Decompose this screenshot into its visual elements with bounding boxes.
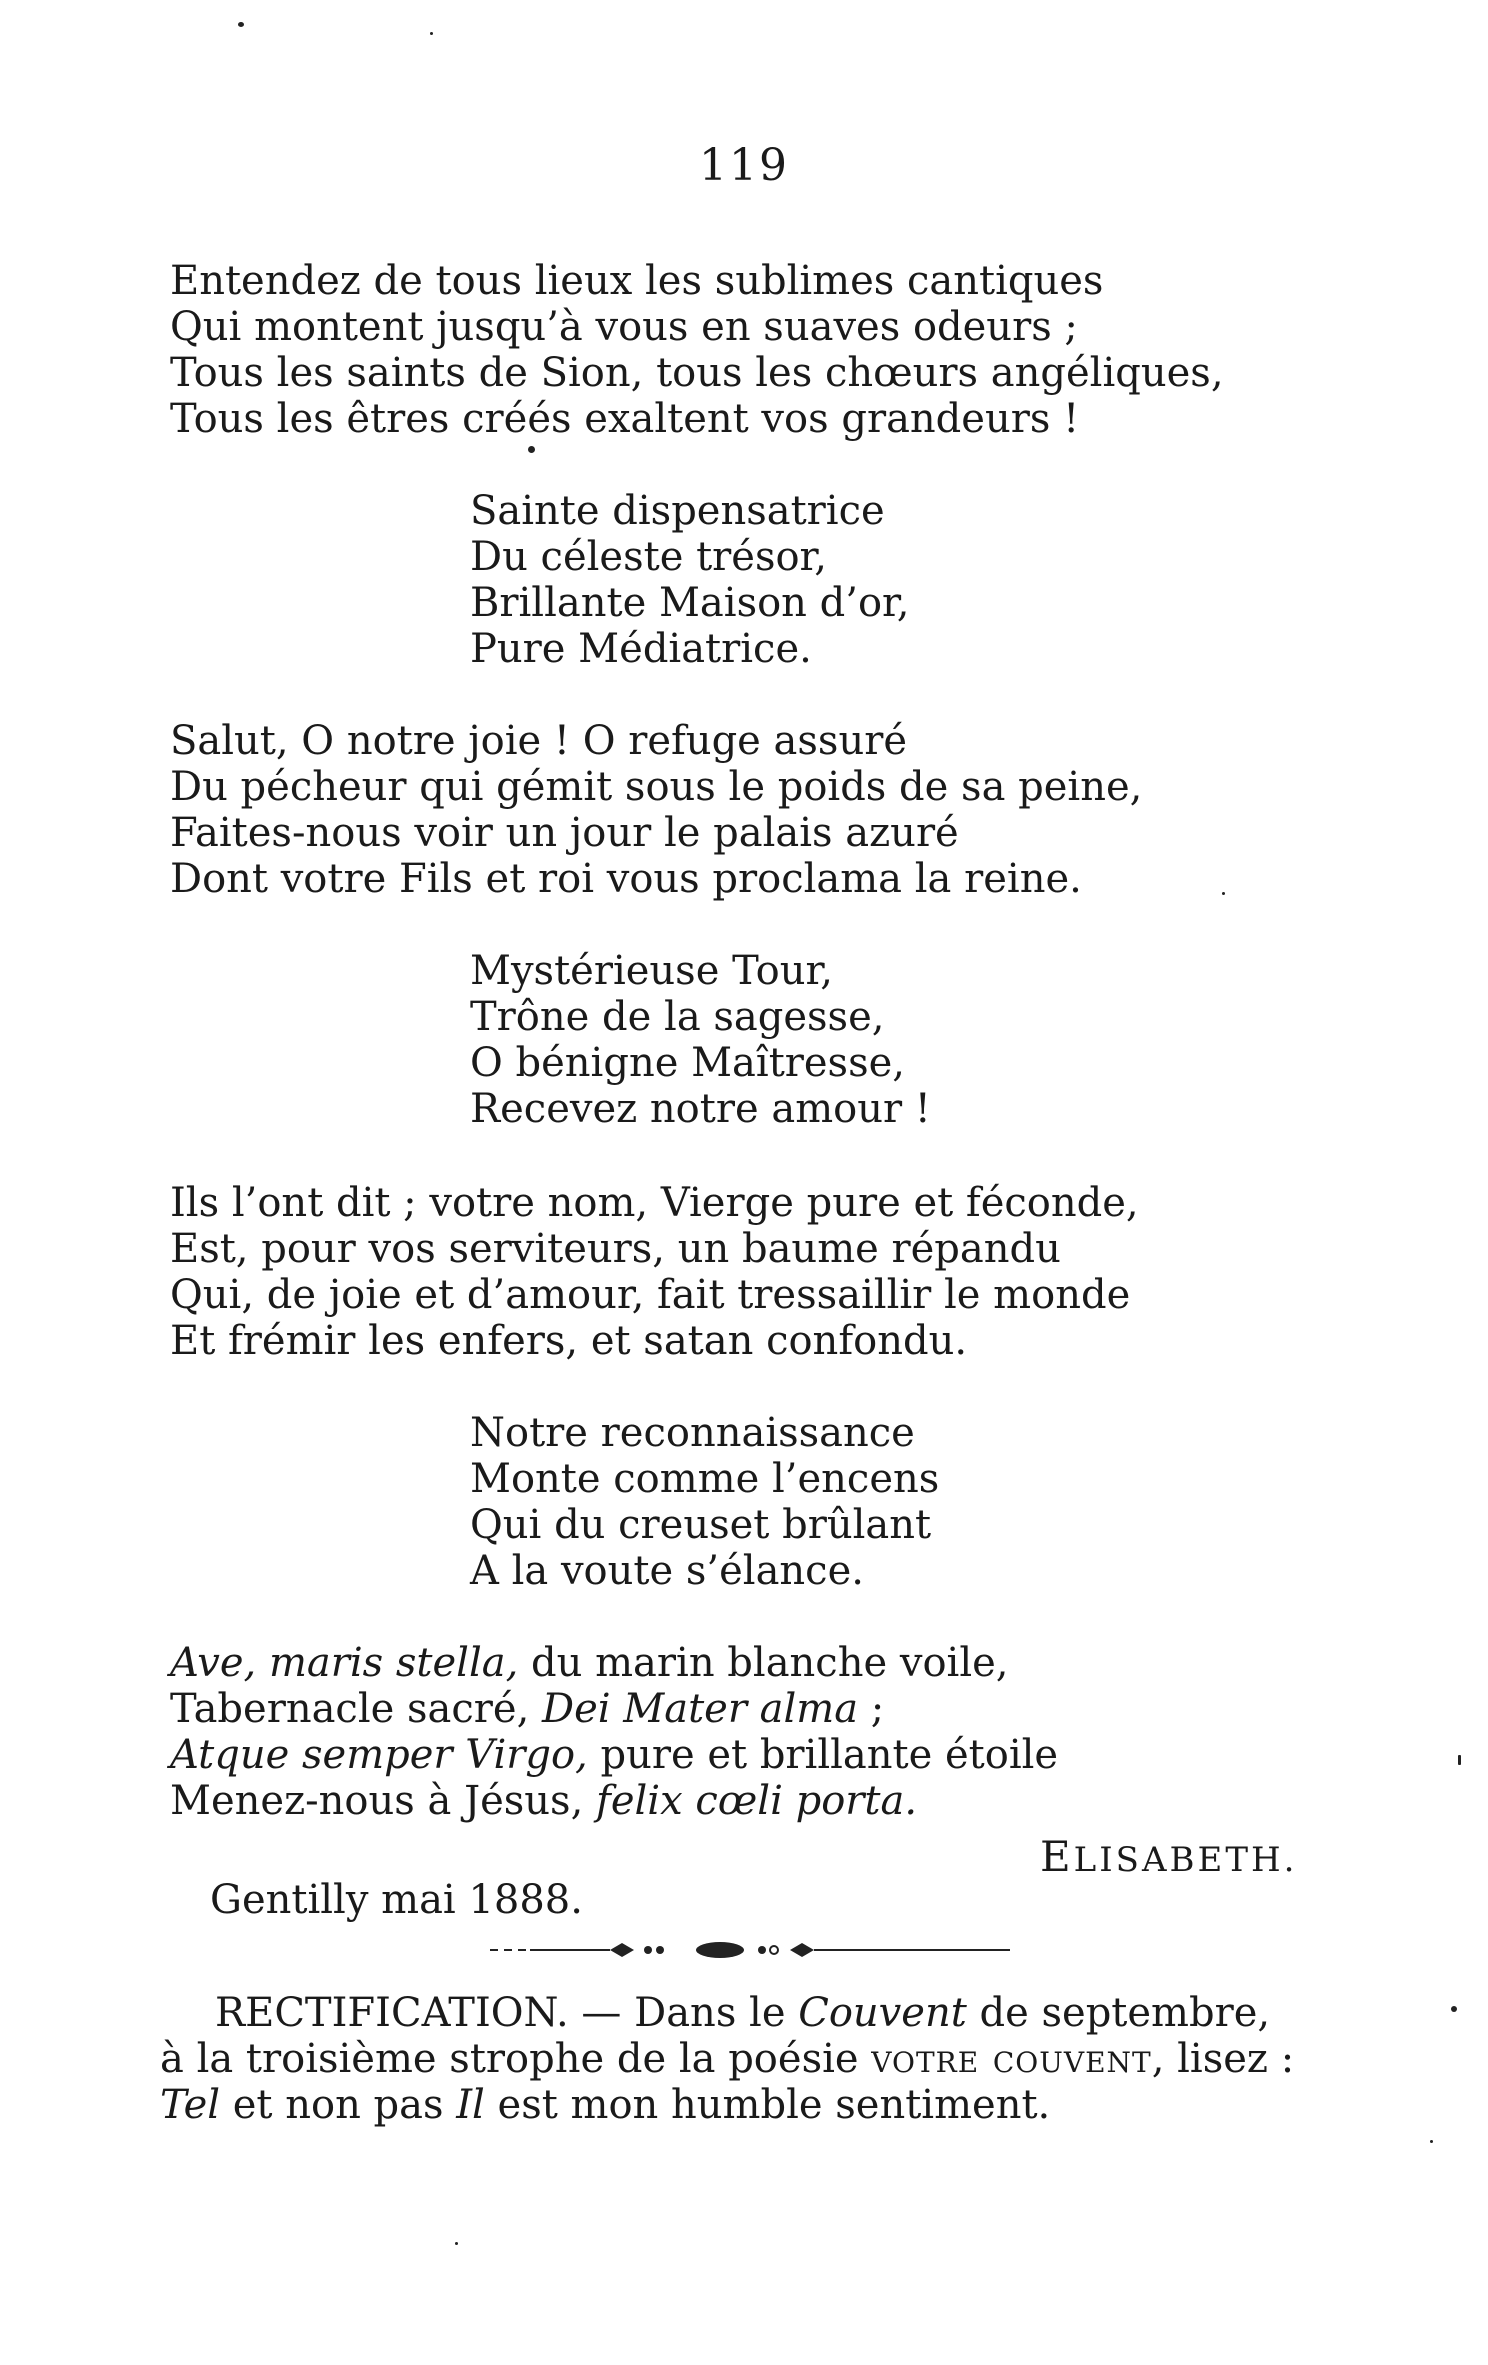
verse-line: Du pécheur qui gémit sous le poids de sa peine, — [170, 764, 1143, 810]
verse-line: Tous les êtres créés exaltent vos grandeurs ! — [170, 396, 1080, 442]
refrain-line: Mystérieuse Tour, — [470, 948, 833, 994]
page-number: 119 — [699, 140, 789, 191]
verse-line — [170, 1640, 1009, 1686]
scan-speck — [1222, 892, 1225, 895]
rectification-line-3 — [160, 2082, 1050, 2128]
rectification-heading: RECTIFICATION. — [215, 1990, 569, 2036]
verse-line — [170, 1732, 1058, 1778]
refrain-line: Recevez notre amour ! — [470, 1086, 931, 1132]
verse-line — [170, 1778, 917, 1824]
couvent-title: Couvent — [798, 1990, 967, 2036]
incorrect-word: Il — [456, 2082, 485, 2128]
signature-rest: LISABETH. — [1073, 1840, 1298, 1880]
rectification-line-1 — [215, 1990, 1270, 2036]
scan-speck — [238, 22, 244, 27]
verse-text: du marin blanche voile, — [518, 1640, 1009, 1686]
date-line: Gentilly mai 1888. — [210, 1877, 583, 1923]
verse-line: Dont votre Fils et roi vous proclama la reine. — [170, 856, 1082, 902]
signature-initial: E — [1040, 1832, 1074, 1881]
verse-line: Entendez de tous lieux les sublimes cantiques — [170, 258, 1104, 304]
verse-line: Faites-nous voir un jour le palais azuré — [170, 810, 959, 856]
verse-line: Est, pour vos serviteurs, un baume répandu — [170, 1226, 1061, 1272]
verse-line: Salut, O notre joie ! O refuge assuré — [170, 718, 908, 764]
refrain-line: Pure Médiatrice. — [470, 626, 812, 672]
rectification-text: à la troisième strophe de la poésie — [160, 2036, 872, 2082]
verse-text: pure et brillante étoile — [587, 1732, 1059, 1778]
verse-text: Menez-nous à Jésus, — [170, 1778, 597, 1824]
verse-line — [170, 1686, 884, 1732]
scan-speck — [528, 446, 535, 453]
scan-speck — [1458, 1755, 1461, 1765]
latin-phrase: Dei Mater alma — [542, 1686, 859, 1732]
signature — [1040, 1832, 1297, 1881]
scan-speck — [1451, 2006, 1457, 2012]
rectification-text: , lisez : — [1151, 2036, 1295, 2082]
refrain-line: Brillante Maison d’or, — [470, 580, 910, 626]
verse-line: Et frémir les enfers, et satan confondu. — [170, 1318, 968, 1364]
scan-speck — [455, 2242, 458, 2245]
ornament-divider — [490, 1938, 1010, 1962]
refrain-line: Sainte dispensatrice — [470, 488, 885, 534]
scan-speck — [430, 32, 433, 35]
refrain-line: Trône de la sagesse, — [470, 994, 885, 1040]
refrain-line: Notre reconnaissance — [470, 1410, 915, 1456]
refrain-line: Du céleste trésor, — [470, 534, 827, 580]
refrain-line: A la voute s’élance. — [470, 1548, 864, 1594]
verse-text: Tabernacle sacré, — [170, 1686, 543, 1732]
rectification-text: est mon humble sentiment. — [484, 2082, 1051, 2128]
latin-phrase: felix cœli porta. — [596, 1778, 918, 1824]
verse-line: Tous les saints de Sion, tous les chœurs angéliques, — [170, 350, 1224, 396]
verse-line: Ils l’ont dit ; votre nom, Vierge pure et féconde, — [170, 1180, 1139, 1226]
latin-phrase: Atque semper Virgo, — [170, 1732, 588, 1778]
refrain-line: Qui du creuset brûlant — [470, 1502, 932, 1548]
verse-line: Qui, de joie et d’amour, fait tressaillir le monde — [170, 1272, 1131, 1318]
rectification-text: et non pas — [220, 2082, 457, 2128]
poem-title: votre couvent — [871, 2036, 1152, 2082]
refrain-line: O bénigne Maîtresse, — [470, 1040, 905, 1086]
rectification-line-2 — [160, 2036, 1294, 2082]
rectification-text: de septembre, — [966, 1990, 1271, 2036]
correct-word: Tel — [160, 2082, 221, 2128]
scan-speck — [1430, 2140, 1433, 2143]
verse-line: Qui montent jusqu’à vous en suaves odeurs ; — [170, 304, 1078, 350]
refrain-line: Monte comme l’encens — [470, 1456, 940, 1502]
verse-text: ; — [858, 1686, 885, 1732]
rectification-text: — Dans le — [568, 1990, 799, 2036]
latin-phrase: Ave, maris stella, — [170, 1640, 519, 1686]
